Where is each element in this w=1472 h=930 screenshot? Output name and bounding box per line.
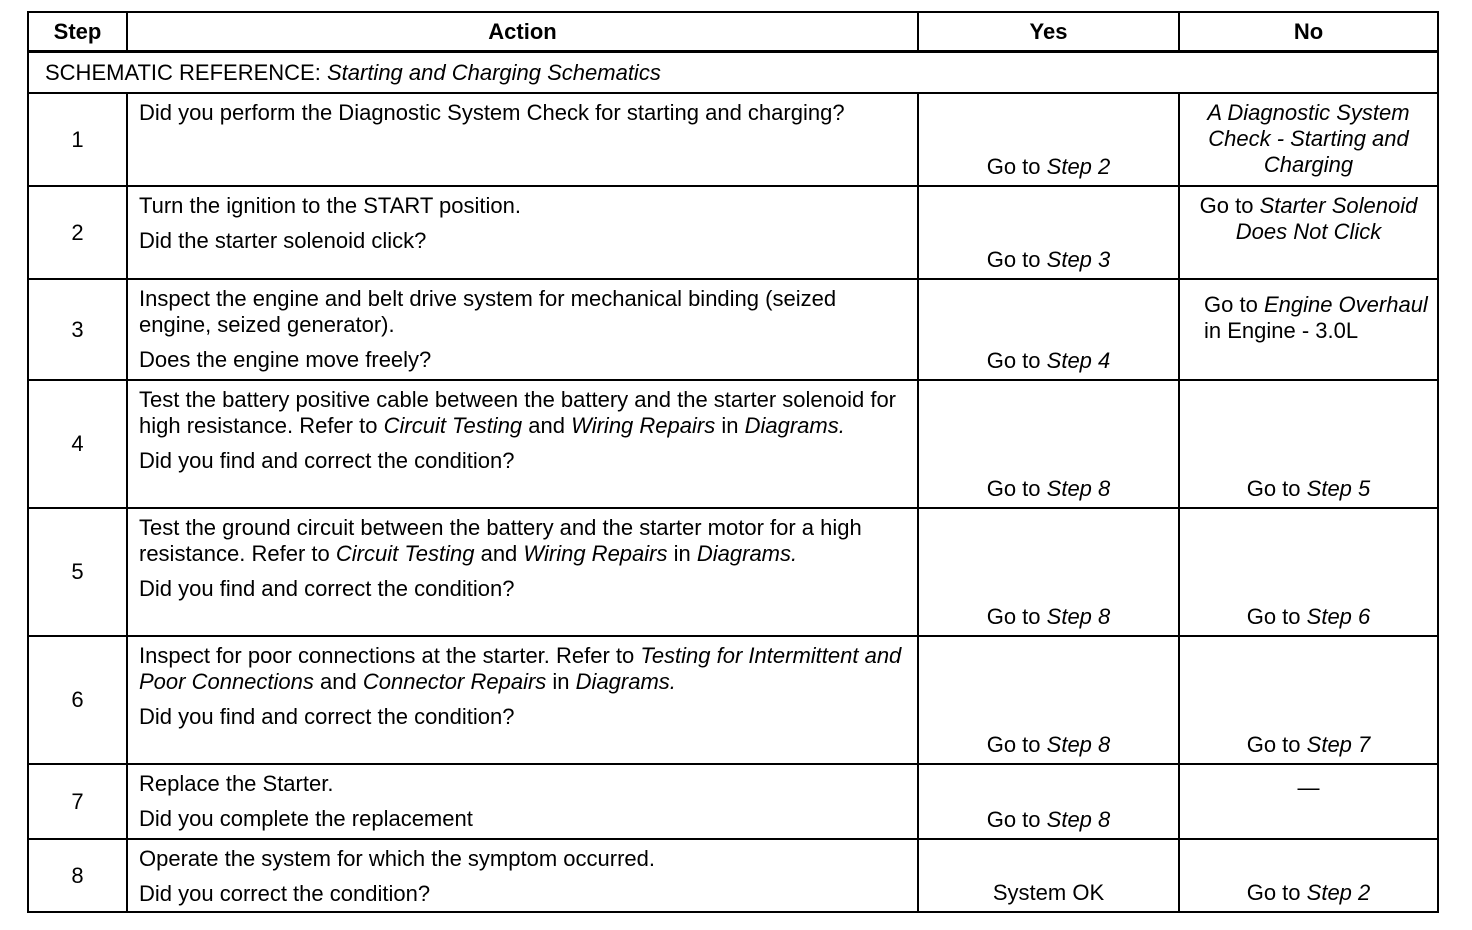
step-number: 4 (28, 380, 127, 508)
action-text (139, 387, 907, 439)
no-ref: Step 5 (1306, 476, 1371, 501)
action-question: Did you complete the replacement (139, 806, 473, 831)
action-cell (127, 186, 918, 279)
yes-cell (918, 279, 1179, 380)
yes-cell (918, 764, 1179, 839)
action-ref: Diagrams. (696, 541, 798, 566)
action-text: Did you perform the Diagnostic System Check for starting and charging? (139, 100, 845, 125)
action-text-a: Test the battery positive cable between the battery and the starter solenoid for high resistance. Refer to (139, 387, 897, 438)
yes-prefix: Go to (986, 807, 1041, 832)
action-cell (127, 380, 918, 508)
header-step: Step (28, 12, 127, 52)
yes-prefix: Go to (986, 476, 1041, 501)
yes-prefix: Go to (986, 604, 1041, 629)
no-cell (1179, 93, 1438, 186)
yes-ref: Step 8 (1046, 604, 1111, 629)
step-number: 1 (28, 93, 127, 186)
step-number: 7 (28, 764, 127, 839)
action-text (139, 643, 907, 695)
schematic-ref: Starting and Charging Schematics (326, 59, 661, 85)
action-text: Operate the system for which the symptom occurred. (139, 846, 655, 871)
no-cell (1179, 839, 1438, 912)
schematic-label: SCHEMATIC REFERENCE: (45, 59, 321, 85)
no-ref: Engine Overhaul (1263, 292, 1428, 317)
action-ref: Circuit Testing (335, 541, 475, 566)
yes-cell (918, 508, 1179, 636)
yes-cell (918, 636, 1179, 764)
yes-ref: Step 3 (1046, 247, 1111, 272)
action-text: Replace the Starter. (139, 771, 334, 796)
action-text-a: Test the ground circuit between the battery and the starter motor for a high resistance. Refer to (139, 515, 862, 566)
no-cell: — (1179, 764, 1438, 839)
action-ref: Connector Repairs (362, 669, 547, 694)
no-cell (1179, 636, 1438, 764)
no-prefix: Go to (1246, 732, 1301, 757)
action-in: in (552, 669, 570, 694)
action-cell (127, 636, 918, 764)
action-ref: Wiring Repairs (523, 541, 668, 566)
action-text (139, 515, 907, 567)
action-cell (127, 93, 918, 186)
header-yes: Yes (918, 12, 1179, 52)
action-ref: Testing for Intermittent and Poor Connections (139, 643, 902, 694)
header-no: No (1179, 12, 1438, 52)
no-prefix: Go to (1246, 880, 1301, 905)
yes-cell (918, 186, 1179, 279)
no-ref: Step 6 (1306, 604, 1371, 629)
yes-ref: Step 8 (1046, 732, 1111, 757)
no-ref: Step 7 (1306, 732, 1371, 757)
yes-ref: Step 8 (1046, 476, 1111, 501)
no-ref: Step 2 (1306, 880, 1371, 905)
schematic-reference (28, 52, 1438, 94)
yes-cell: System OK (918, 839, 1179, 912)
header-action: Action (127, 12, 918, 52)
action-and: and (528, 413, 566, 438)
table-row (28, 839, 1438, 912)
table-row (28, 764, 1438, 839)
no-ref: Starter Solenoid Does Not Click (1235, 193, 1418, 244)
action-question: Does the engine move freely? (139, 347, 432, 372)
action-cell (127, 279, 918, 380)
action-ref: Diagrams. (744, 413, 845, 438)
action-ref: Wiring Repairs (571, 413, 716, 438)
table-row (28, 636, 1438, 764)
schematic-reference-row (28, 52, 1438, 94)
step-number: 3 (28, 279, 127, 380)
no-cell (1179, 186, 1438, 279)
step-number: 6 (28, 636, 127, 764)
step-number: 5 (28, 508, 127, 636)
yes-prefix: Go to (986, 348, 1041, 373)
table-row (28, 279, 1438, 380)
action-ref: Circuit Testing (383, 413, 523, 438)
no-cell (1179, 279, 1438, 380)
action-and: and (480, 541, 518, 566)
yes-prefix: Go to (986, 247, 1041, 272)
no-prefix: Go to (1204, 292, 1258, 317)
yes-ref: Step 2 (1046, 154, 1111, 179)
step-number: 8 (28, 839, 127, 912)
diagnostic-table (27, 11, 1439, 913)
no-prefix: Go to (1246, 476, 1301, 501)
action-question: Did you correct the condition? (139, 881, 431, 906)
action-in: in (673, 541, 691, 566)
no-cell (1179, 508, 1438, 636)
no-suffix: in Engine - 3.0L (1204, 318, 1359, 343)
action-question: Did you find and correct the condition? (139, 704, 515, 729)
yes-cell (918, 380, 1179, 508)
action-question: Did you find and correct the condition? (139, 576, 515, 601)
action-in: in (721, 413, 739, 438)
step-number: 2 (28, 186, 127, 279)
header-row (28, 12, 1438, 52)
table-row (28, 508, 1438, 636)
action-cell (127, 508, 918, 636)
action-question: Did the starter solenoid click? (139, 228, 427, 253)
action-text: Turn the ignition to the START position. (139, 193, 521, 218)
action-ref: Diagrams. (575, 669, 676, 694)
table-row (28, 93, 1438, 186)
action-cell (127, 839, 918, 912)
no-cell (1179, 380, 1438, 508)
yes-prefix: Go to (986, 732, 1041, 757)
yes-ref: Step 4 (1046, 348, 1111, 373)
yes-prefix: Go to (986, 154, 1041, 179)
yes-cell (918, 93, 1179, 186)
action-question: Did you find and correct the condition? (139, 448, 515, 473)
yes-ref: Step 8 (1046, 807, 1111, 832)
no-ref: A Diagnostic System Check - Starting and Charging (1207, 100, 1410, 177)
action-text-a: Inspect for poor connections at the starter. Refer to (139, 643, 635, 668)
table-row (28, 186, 1438, 279)
no-prefix: Go to (1199, 193, 1254, 218)
no-prefix: Go to (1246, 604, 1301, 629)
action-text: Inspect the engine and belt drive system for mechanical binding (seized engine, seized generator). (139, 286, 837, 337)
action-cell (127, 764, 918, 839)
table-row (28, 380, 1438, 508)
action-and: and (320, 669, 357, 694)
